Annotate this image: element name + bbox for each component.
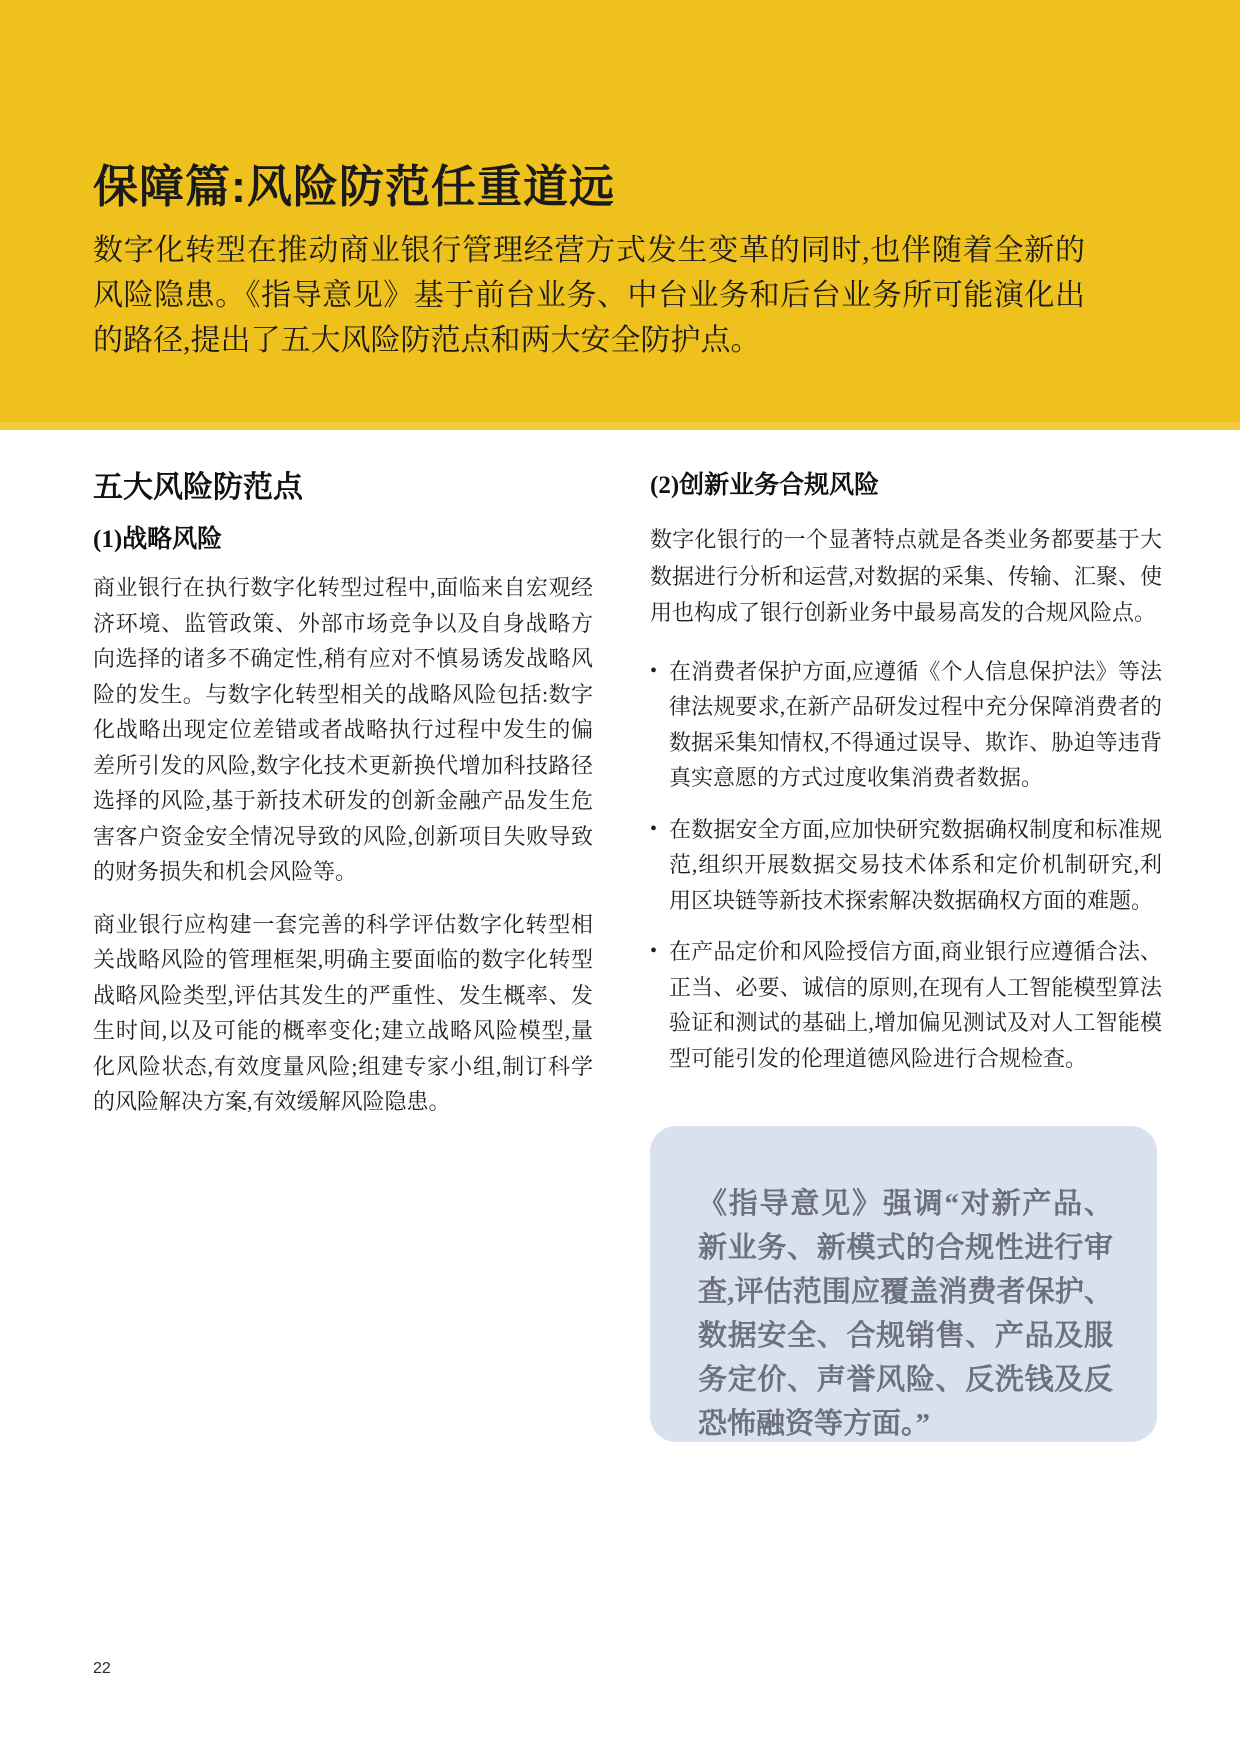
- content-columns: [0, 470, 1240, 1442]
- bullet-item: [650, 934, 1162, 1076]
- bullet-list: [650, 654, 1162, 1077]
- bullet-text: 在消费者保护方面,应遵循《个人信息保护法》等法律法规要求,在新产品研发过程中充分保障消费者的数据采集知情权,不得通过误导、欺诈、胁迫等违背真实意愿的方式过度收集消费者数据。: [669, 658, 1162, 790]
- bullet-item: [650, 654, 1162, 796]
- paragraph: 商业银行应构建一套完善的科学评估数字化转型相关战略风险的管理框架,明确主要面临的数字化转型战略风险类型,评估其发生的严重性、发生概率、发生时间,以及可能的概率变化;建立战略风险模型,量化风险状态,有效度量风险;组建专家小组,制订科学的风险解决方案,有效缓解风险隐患。: [93, 911, 593, 1114]
- page-number: 22: [93, 1660, 111, 1677]
- paragraph: 商业银行在执行数字化转型过程中,面临来自宏观经济环境、监管政策、外部市场竞争以及自身战略方向选择的诸多不确定性,稍有应对不慎易诱发战略风险的发生。与数字化转型相关的战略风险包括:数字化战略出现定位差错或者战略执行过程中发生的偏差所引发的风险,数字化技术更新换代增加科技路径选择的风险,基于新技术研发的创新金融产品发生危害客户资金安全情况导致的风险,创新项目失败导致的财务损失和机会风险等。: [93, 575, 593, 884]
- bullet-text: 在产品定价和风险授信方面,商业银行应遵循合法、正当、必要、诚信的原则,在现有人工智能模型算法验证和测试的基础上,增加偏见测试及对人工智能模型可能引发的伦理道德风险进行合规检查。: [669, 939, 1162, 1071]
- quote-text: 《指导意见》强调“对新产品、新业务、新模式的合规性进行审查,评估范围应覆盖消费者保护、数据安全、合规销售、产品及服务定价、声誉风险、反洗钱及反恐怖融资等方面。”: [698, 1188, 1113, 1440]
- section-title-five-risks: 五大风险防范点: [93, 471, 303, 504]
- page-footer: [93, 1660, 111, 1678]
- bullet-item: [650, 812, 1162, 919]
- hero-banner: [0, 0, 1240, 422]
- subsection-title-strategic-risk: (1)战略风险: [93, 526, 223, 553]
- right-column: [650, 470, 1162, 1442]
- page-title: 保障篇:风险防范任重道远: [93, 161, 615, 212]
- hero-intro-text: 数字化转型在推动商业银行管理经营方式发生变革的同时,也伴随着全新的风险隐患。《指导意见》基于前台业务、中台业务和后台业务所可能演化出的路径,提出了五大风险防范点和两大安全防护点。: [93, 234, 1085, 357]
- bullet-text: 在数据安全方面,应加快研究数据确权制度和标准规范,组织开展数据交易技术体系和定价机制研究,利用区块链等新技术探索解决数据确权方面的难题。: [669, 816, 1162, 913]
- subsection-title-compliance-risk: (2)创新业务合规风险: [650, 472, 880, 499]
- bullet-icon: •: [650, 817, 658, 840]
- bullet-icon: •: [650, 940, 658, 962]
- left-column: [93, 470, 593, 1442]
- paragraph: 数字化银行的一个显著特点就是各类业务都要基于大数据进行分析和运营,对数据的采集、传输、汇聚、使用也构成了银行创新业务中最易高发的合规风险点。: [650, 527, 1162, 625]
- bullet-icon: •: [650, 659, 658, 682]
- hero-banner-edge: [0, 422, 1240, 430]
- quote-box: [650, 1126, 1157, 1442]
